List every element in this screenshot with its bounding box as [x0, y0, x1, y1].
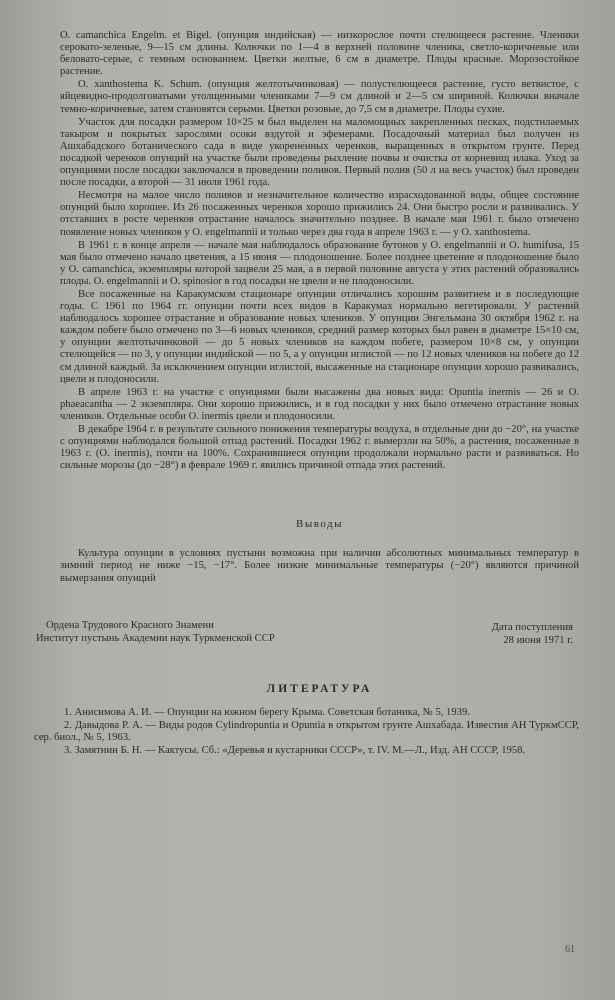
paragraph-o-camanchica: O. camanchica Engelm. et Bigel. (опунция индийская) — низкорослое почти стелющееся растение. Членики серовато-зеленые, 9—15 см длины. Колючки по 1—4 в верхней половине членика, светло-коричневые или беловато-серые, с темным основанием. Цветки желтые, 6 см в диаметре. Плоды красные. Морозостойкое растение.	[60, 30, 579, 78]
received-date-block	[492, 621, 573, 647]
paragraph-1963-planting: В апреле 1963 г. на участке с опунциями были высажены два новых вида: Opuntia inermis — 26 и O. phaeacantha — 2 экземпляра. Они хорошо прижились, и в год посадки у них было отмечено отрастание новых члеников. Отдельные особи O. inermis цвели и плодоносили.	[60, 386, 579, 422]
page-number: 61	[565, 944, 575, 955]
institution-line-2: Институт пустынь Академии наук Туркменской ССР	[36, 632, 275, 644]
references-list	[34, 707, 579, 757]
institution	[36, 619, 275, 645]
reference-item: 2. Давыдова Р. А. — Виды родов Cylindropuntia и Opuntia в открытом грунте Ашхабада. Известия АН ТуркмССР, сер. биол., № 5, 1963.	[34, 719, 579, 743]
received-label: Дата поступления	[491, 621, 573, 633]
body-text	[60, 30, 579, 472]
received-date: 28 июня 1971 г.	[503, 634, 573, 646]
reference-item: 3. Замятнин Б. Н. — Кактусы. Сб.: «Деревья и кустарники СССР», т. IV. М.—Л., Изд. АН СССР, 1958.	[64, 744, 526, 756]
paragraph-o-xanthostema: O. xanthostema K. Schum. (опунция желтотычинковая) — полустелющееся растение, густо ветвистое, с яйцевидно-продолговатыми утолщенными члениками 7—9 см длиной и 2—5 см шириной. Колючки вначале темно-коричневые, затем становятся серыми. Цветки розовые, до 7,5 см в диаметре. Плоды сухие.	[60, 79, 579, 115]
paragraph-1964-frost: В декабре 1964 г. в результате сильного понижения температуры воздуха, в отдельные дни до −20°, на участке с опунциями наблюдался большой отпад растений. Посадки 1962 г. вымерзли на 50%, а растения, посаженные в 1963 г. (O. inermis), почти на 100%. Сохранившиеся опунции продолжали нормально расти и развиваться. Но сильные морозы (до −28°) в феврале 1969 г. явились причиной отпада этих растений.	[60, 424, 579, 472]
literature-heading: ЛИТЕРАТУРА	[266, 682, 373, 695]
paragraph-condition: Несмотря на малое число поливов и незначительное количество израсходованной воды, общее состояние опунций было хорошее. Из 26 посаженных черенков хорошо прижились 24. Они быстро росли и развивались. У отставших в росте черенков отрастание началось значительно позднее. В начале мая 1961 г. было отмечено появление новых члеников у O. engelmannii и только через два года в апреле 1963 г. — у O. xanthostema.	[60, 190, 579, 238]
paragraph-1961-flowering: В 1961 г. в конце апреля — начале мая наблюдалось образование бутонов у O. engelmannii и O. humifusa, 15 мая было отмечено начало цветения, а 15 июня — плодоношение. Более позднее цветение и плодоношение было у O. camanchica, экземпляры которой зацвели 25 мая, а в первой половине августа у этих растений образовались плоды. O. engelmannii и O. spinosior в год посадки не цвели и не плодоносили.	[60, 239, 579, 287]
reference-item: 1. Анисимова А. И. — Опунции на южном берегу Крыма. Советская ботаника, № 5, 1939.	[64, 706, 470, 718]
paragraph-karakum-growth: Все посаженные на Каракумском стационаре опунции отличались хорошим развитием и в последующие годы. С 1961 по 1964 гг. опунции почти всех видов в Каракумах нормально вегетировали. У растений наблюдалось хорошее отрастание и образование новых члеников. У опунции Энгельмана 30 октября 1962 г. на каждом побеге было отмечено по 3—6 новых члеников, средний размер которых был равен в диаметре 15×10 см, у опунции желтотычинковой — до 5 новых члеников на каждом побеге, размером 10×8 см, у опунции стелющейся — по 3, у опунции индийской — по 5, а у опунции иглистой — по 12 новых члеников на побеге до 12 см длиной каждый. За исключением опунции иглистой, высаженные на стационаре опунции хорошо развивались, цвели и плодоносили.	[60, 288, 579, 385]
conclusions-section	[60, 548, 579, 584]
affiliation-block	[36, 619, 579, 655]
institution-line-1: Ордена Трудового Красного Знамени	[46, 619, 214, 631]
conclusion-paragraph: Культура опунции в условиях пустыни возможна при наличии абсолютных минимальных температур в зимний период не ниже −15, −17°. Более низкие минимальные температуры (−20°) являются причиной вымерзания опунций	[60, 548, 579, 584]
paragraph-plot-setup: Участок для посадки размером 10×25 м был выделен на маломощных закрепленных песках, подстилаемых такыром и покрытых зарослями осоки вздутой и эфемерами. Посадочный материал был получен из Ашхабадского ботанического сада в виде укорененных черенков, выращенных в открытом грунте. Перед посадкой черенков опунций на участке были проведены рыхление почвы и очистка от корневищ илака. Уход за опунциями после посадки заключался в проведении поливов. Первый полив (50 л на весь участок) был проведен после посадки, а второй — 31 июля 1961 года.	[60, 116, 579, 189]
conclusions-heading: Выводы	[295, 518, 344, 531]
